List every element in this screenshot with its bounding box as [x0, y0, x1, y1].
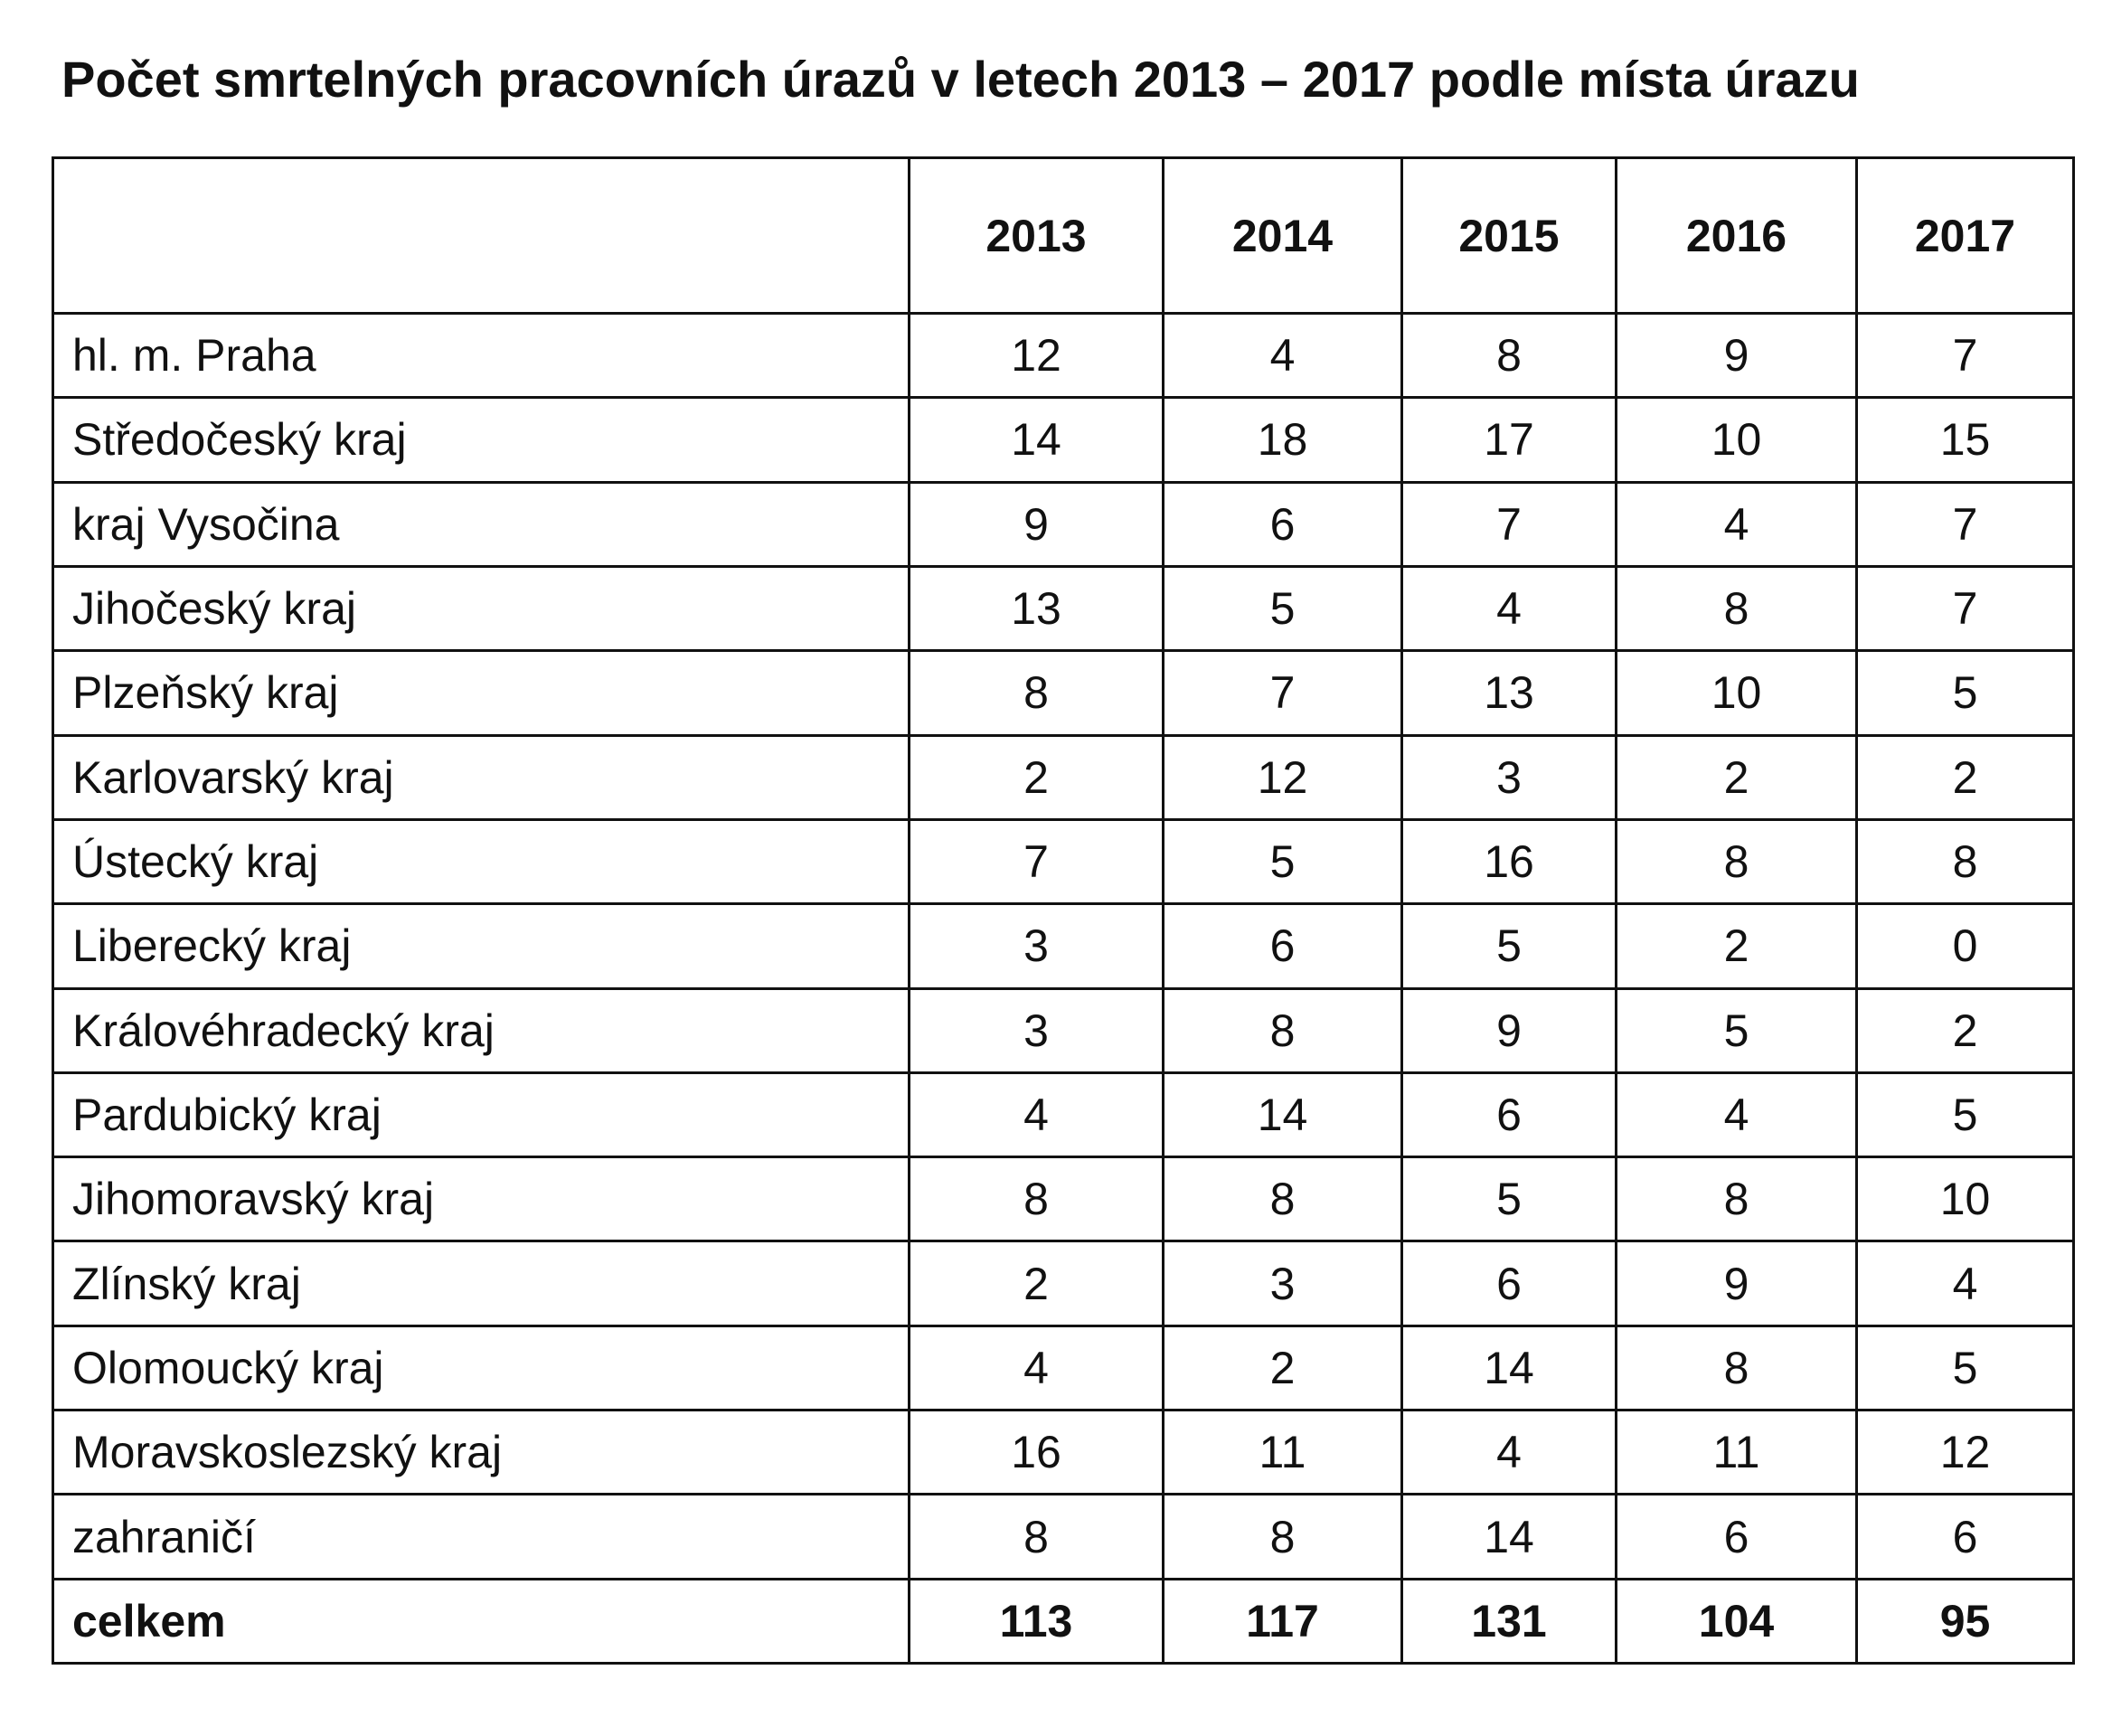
- total-row: [53, 1579, 2074, 1663]
- header-year-2017: 2017: [1857, 158, 2074, 314]
- value-cell-2017: 2: [1857, 735, 2074, 819]
- value-cell-2014: 8: [1164, 1495, 1402, 1579]
- value-cell-2013: 2: [910, 735, 1164, 819]
- value-cell-2014: 12: [1164, 735, 1402, 819]
- value-cell-2014: 117: [1164, 1579, 1402, 1663]
- value-cell-2016: 8: [1617, 1326, 1857, 1410]
- row-label: Moravskoslezský kraj: [53, 1410, 910, 1495]
- value-cell-2013: 4: [910, 1326, 1164, 1410]
- value-cell-2013: 7: [910, 819, 1164, 903]
- value-cell-2016: 9: [1617, 1241, 1857, 1326]
- row-label: Zlínský kraj: [53, 1241, 910, 1326]
- header-corner-cell: [53, 158, 910, 314]
- row-label: zahraničí: [53, 1495, 910, 1579]
- value-cell-2015: 13: [1402, 651, 1617, 735]
- row-label: Ústecký kraj: [53, 819, 910, 903]
- row-label: Liberecký kraj: [53, 904, 910, 988]
- value-cell-2013: 16: [910, 1410, 1164, 1495]
- value-cell-2014: 18: [1164, 398, 1402, 482]
- value-cell-2013: 3: [910, 988, 1164, 1072]
- value-cell-2016: 8: [1617, 1157, 1857, 1241]
- value-cell-2017: 95: [1857, 1579, 2074, 1663]
- value-cell-2013: 14: [910, 398, 1164, 482]
- value-cell-2016: 2: [1617, 735, 1857, 819]
- value-cell-2014: 8: [1164, 988, 1402, 1072]
- value-cell-2013: 2: [910, 1241, 1164, 1326]
- row-label: celkem: [53, 1579, 910, 1663]
- header-year-2015: 2015: [1402, 158, 1617, 314]
- value-cell-2013: 8: [910, 651, 1164, 735]
- value-cell-2014: 4: [1164, 314, 1402, 398]
- value-cell-2016: 4: [1617, 1072, 1857, 1156]
- value-cell-2014: 3: [1164, 1241, 1402, 1326]
- table-row: [53, 651, 2074, 735]
- row-label: Královéhradecký kraj: [53, 988, 910, 1072]
- value-cell-2017: 6: [1857, 1495, 2074, 1579]
- value-cell-2017: 5: [1857, 1072, 2074, 1156]
- value-cell-2014: 2: [1164, 1326, 1402, 1410]
- value-cell-2016: 104: [1617, 1579, 1857, 1663]
- table-row: [53, 566, 2074, 650]
- table-body: [53, 314, 2074, 1664]
- value-cell-2015: 3: [1402, 735, 1617, 819]
- row-label: Karlovarský kraj: [53, 735, 910, 819]
- value-cell-2015: 7: [1402, 482, 1617, 566]
- value-cell-2015: 17: [1402, 398, 1617, 482]
- table-row: [53, 988, 2074, 1072]
- header-year-2014: 2014: [1164, 158, 1402, 314]
- table-row: [53, 904, 2074, 988]
- value-cell-2014: 11: [1164, 1410, 1402, 1495]
- table-row: [53, 1326, 2074, 1410]
- value-cell-2016: 2: [1617, 904, 1857, 988]
- value-cell-2014: 6: [1164, 904, 1402, 988]
- table-row: [53, 1241, 2074, 1326]
- value-cell-2017: 7: [1857, 566, 2074, 650]
- table-row: [53, 314, 2074, 398]
- value-cell-2013: 9: [910, 482, 1164, 566]
- row-label: hl. m. Praha: [53, 314, 910, 398]
- row-label: Olomoucký kraj: [53, 1326, 910, 1410]
- value-cell-2017: 15: [1857, 398, 2074, 482]
- value-cell-2016: 5: [1617, 988, 1857, 1072]
- value-cell-2017: 10: [1857, 1157, 2074, 1241]
- value-cell-2016: 8: [1617, 566, 1857, 650]
- value-cell-2016: 4: [1617, 482, 1857, 566]
- row-label: kraj Vysočina: [53, 482, 910, 566]
- value-cell-2017: 2: [1857, 988, 2074, 1072]
- accidents-table: [52, 156, 2075, 1665]
- header-year-2013: 2013: [910, 158, 1164, 314]
- value-cell-2015: 16: [1402, 819, 1617, 903]
- value-cell-2014: 8: [1164, 1157, 1402, 1241]
- value-cell-2017: 5: [1857, 651, 2074, 735]
- table-row: [53, 735, 2074, 819]
- value-cell-2013: 4: [910, 1072, 1164, 1156]
- value-cell-2016: 6: [1617, 1495, 1857, 1579]
- value-cell-2017: 8: [1857, 819, 2074, 903]
- value-cell-2015: 14: [1402, 1326, 1617, 1410]
- value-cell-2016: 9: [1617, 314, 1857, 398]
- row-label: Jihomoravský kraj: [53, 1157, 910, 1241]
- value-cell-2015: 4: [1402, 1410, 1617, 1495]
- value-cell-2017: 7: [1857, 314, 2074, 398]
- value-cell-2017: 0: [1857, 904, 2074, 988]
- value-cell-2014: 14: [1164, 1072, 1402, 1156]
- value-cell-2017: 4: [1857, 1241, 2074, 1326]
- row-label: Pardubický kraj: [53, 1072, 910, 1156]
- value-cell-2015: 8: [1402, 314, 1617, 398]
- value-cell-2013: 13: [910, 566, 1164, 650]
- value-cell-2014: 5: [1164, 819, 1402, 903]
- value-cell-2017: 12: [1857, 1410, 2074, 1495]
- table-row: [53, 482, 2074, 566]
- table-title: Počet smrtelných pracovních úrazů v letech 2013 – 2017 podle místa úrazu: [61, 51, 1860, 108]
- value-cell-2015: 6: [1402, 1241, 1617, 1326]
- value-cell-2013: 113: [910, 1579, 1164, 1663]
- value-cell-2015: 9: [1402, 988, 1617, 1072]
- value-cell-2015: 5: [1402, 904, 1617, 988]
- value-cell-2013: 8: [910, 1495, 1164, 1579]
- row-label: Plzeňský kraj: [53, 651, 910, 735]
- value-cell-2015: 131: [1402, 1579, 1617, 1663]
- value-cell-2014: 5: [1164, 566, 1402, 650]
- value-cell-2015: 4: [1402, 566, 1617, 650]
- value-cell-2015: 6: [1402, 1072, 1617, 1156]
- value-cell-2016: 11: [1617, 1410, 1857, 1495]
- value-cell-2017: 5: [1857, 1326, 2074, 1410]
- value-cell-2013: 3: [910, 904, 1164, 988]
- value-cell-2013: 12: [910, 314, 1164, 398]
- table-row: [53, 1410, 2074, 1495]
- table-row: [53, 1157, 2074, 1241]
- value-cell-2017: 7: [1857, 482, 2074, 566]
- row-label: Středočeský kraj: [53, 398, 910, 482]
- value-cell-2016: 10: [1617, 651, 1857, 735]
- value-cell-2015: 5: [1402, 1157, 1617, 1241]
- table-row: [53, 398, 2074, 482]
- value-cell-2016: 8: [1617, 819, 1857, 903]
- table-row: [53, 1495, 2074, 1579]
- table-row: [53, 819, 2074, 903]
- value-cell-2016: 10: [1617, 398, 1857, 482]
- value-cell-2013: 8: [910, 1157, 1164, 1241]
- row-label: Jihočeský kraj: [53, 566, 910, 650]
- table-row: [53, 1072, 2074, 1156]
- value-cell-2014: 6: [1164, 482, 1402, 566]
- value-cell-2014: 7: [1164, 651, 1402, 735]
- header-year-2016: 2016: [1617, 158, 1857, 314]
- header-row: [53, 158, 2074, 314]
- value-cell-2015: 14: [1402, 1495, 1617, 1579]
